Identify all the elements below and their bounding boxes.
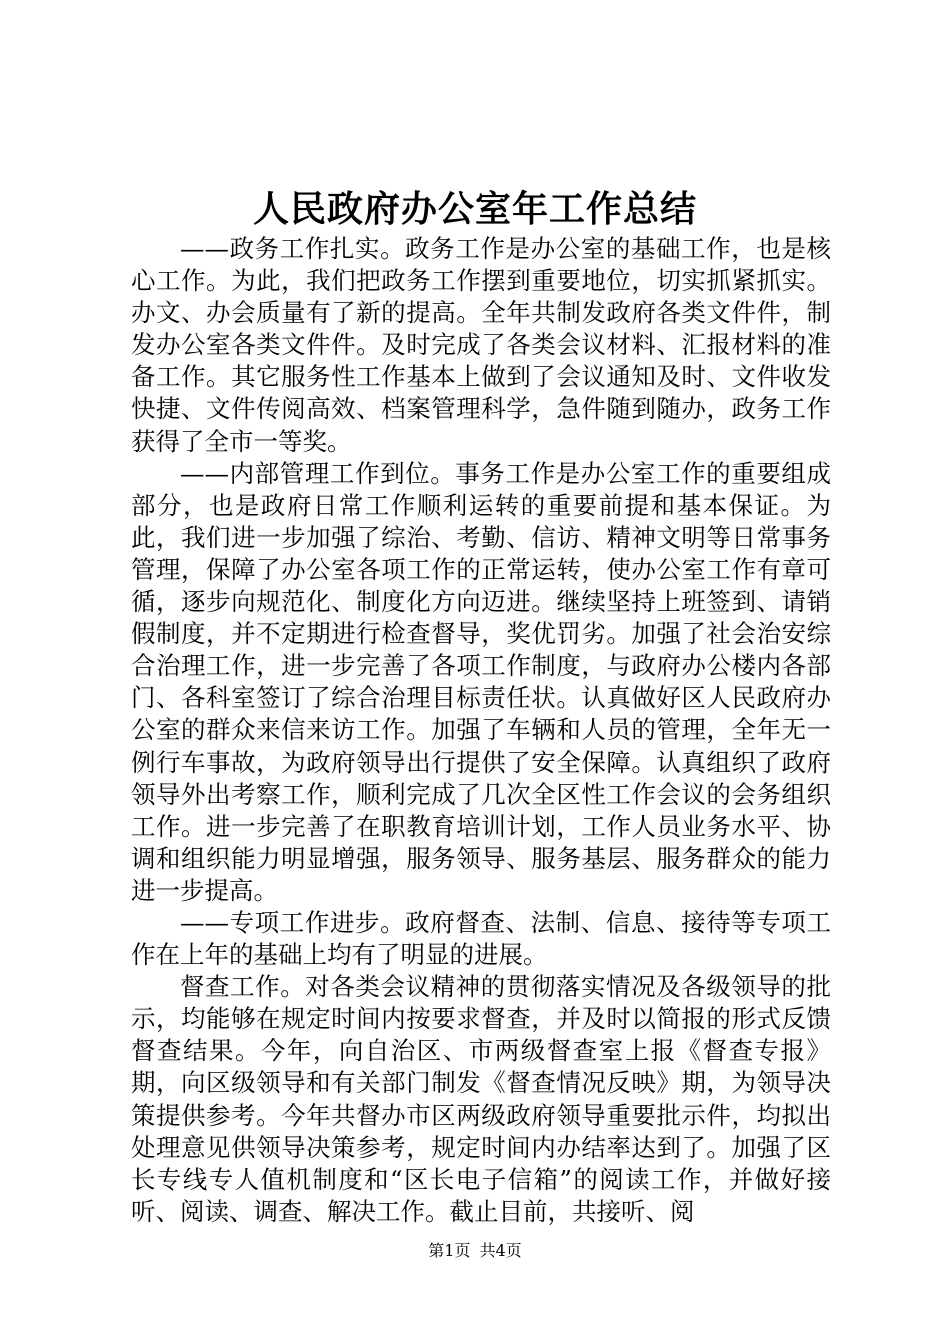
paragraph-supervision: 督查工作。对各类会议精神的贯彻落实情况及各级领导的批示，均能够在规定时间内按要求督查，并及时以简报的形式反馈督查结果。今年，向自治区、市两级督查室上报《督查专报》期，向区级领导和有关部门制发《督查情况反映》期，为领导决策提供参考。今年共督办市区两级政府领导重要批示件，均拟出处理意见供领导决策参考，规定时间内办结率达到了。加强了区长专线专人值机制度和“区长电子信箱”的阅读工作，并做好接听、阅读、调查、解决工作。截止目前，共接听、阅 — [131, 972, 831, 1226]
paragraph-special-work: ——专项工作进步。政府督查、法制、信息、接待等专项工作在上年的基础上均有了明显的进展。 — [131, 907, 831, 970]
paragraph-government-affairs: ——政务工作扎实。政务工作是办公室的基础工作，也是核心工作。为此，我们把政务工作摆到重要地位，切实抓紧抓实。办文、办会质量有了新的提高。全年共制发政府各类文件件，制发办公室各类文件件。及时完成了各类会议材料、汇报材料的准备工作。其它服务性工作基本上做到了会议通知及时、文件收发快捷、文件传阅高效、档案管理科学，急件随到随办，政务工作获得了全市一等奖。 — [131, 234, 831, 456]
page-number: 第1页 — [428, 1241, 471, 1260]
page-title: 人民政府办公室年工作总结 — [252, 188, 697, 230]
page-footer — [0, 1241, 950, 1261]
document-body — [131, 233, 831, 1228]
page-total: 共4页 — [479, 1241, 522, 1260]
paragraph-internal-management: ——内部管理工作到位。事务工作是办公室工作的重要组成部分，也是政府日常工作顺利运转的重要前提和基本保证。为此，我们进一步加强了综治、考勤、信访、精神文明等日常事务管理，保障了办公室各项工作的正常运转，使办公室工作有章可循，逐步向规范化、制度化方向迈进。继续坚持上班签到、请销假制度，并不定期进行检查督导，奖优罚劣。加强了社会治安综合治理工作，进一步完善了各项工作制度，与政府办公楼内各部门、各科室签订了综合治理目标责任状。认真做好区人民政府办公室的群众来信来访工作。加强了车辆和人员的管理，全年无一例行车事故，为政府领导出行提供了安全保障。认真组织了政府领导外出考察工作，顺利完成了几次全区性工作会议的会务组织工作。进一步完善了在职教育培训计划，工作人员业务水平、协调和组织能力明显增强，服务领导、服务基层、服务群众的能力进一步提高。 — [131, 458, 831, 905]
